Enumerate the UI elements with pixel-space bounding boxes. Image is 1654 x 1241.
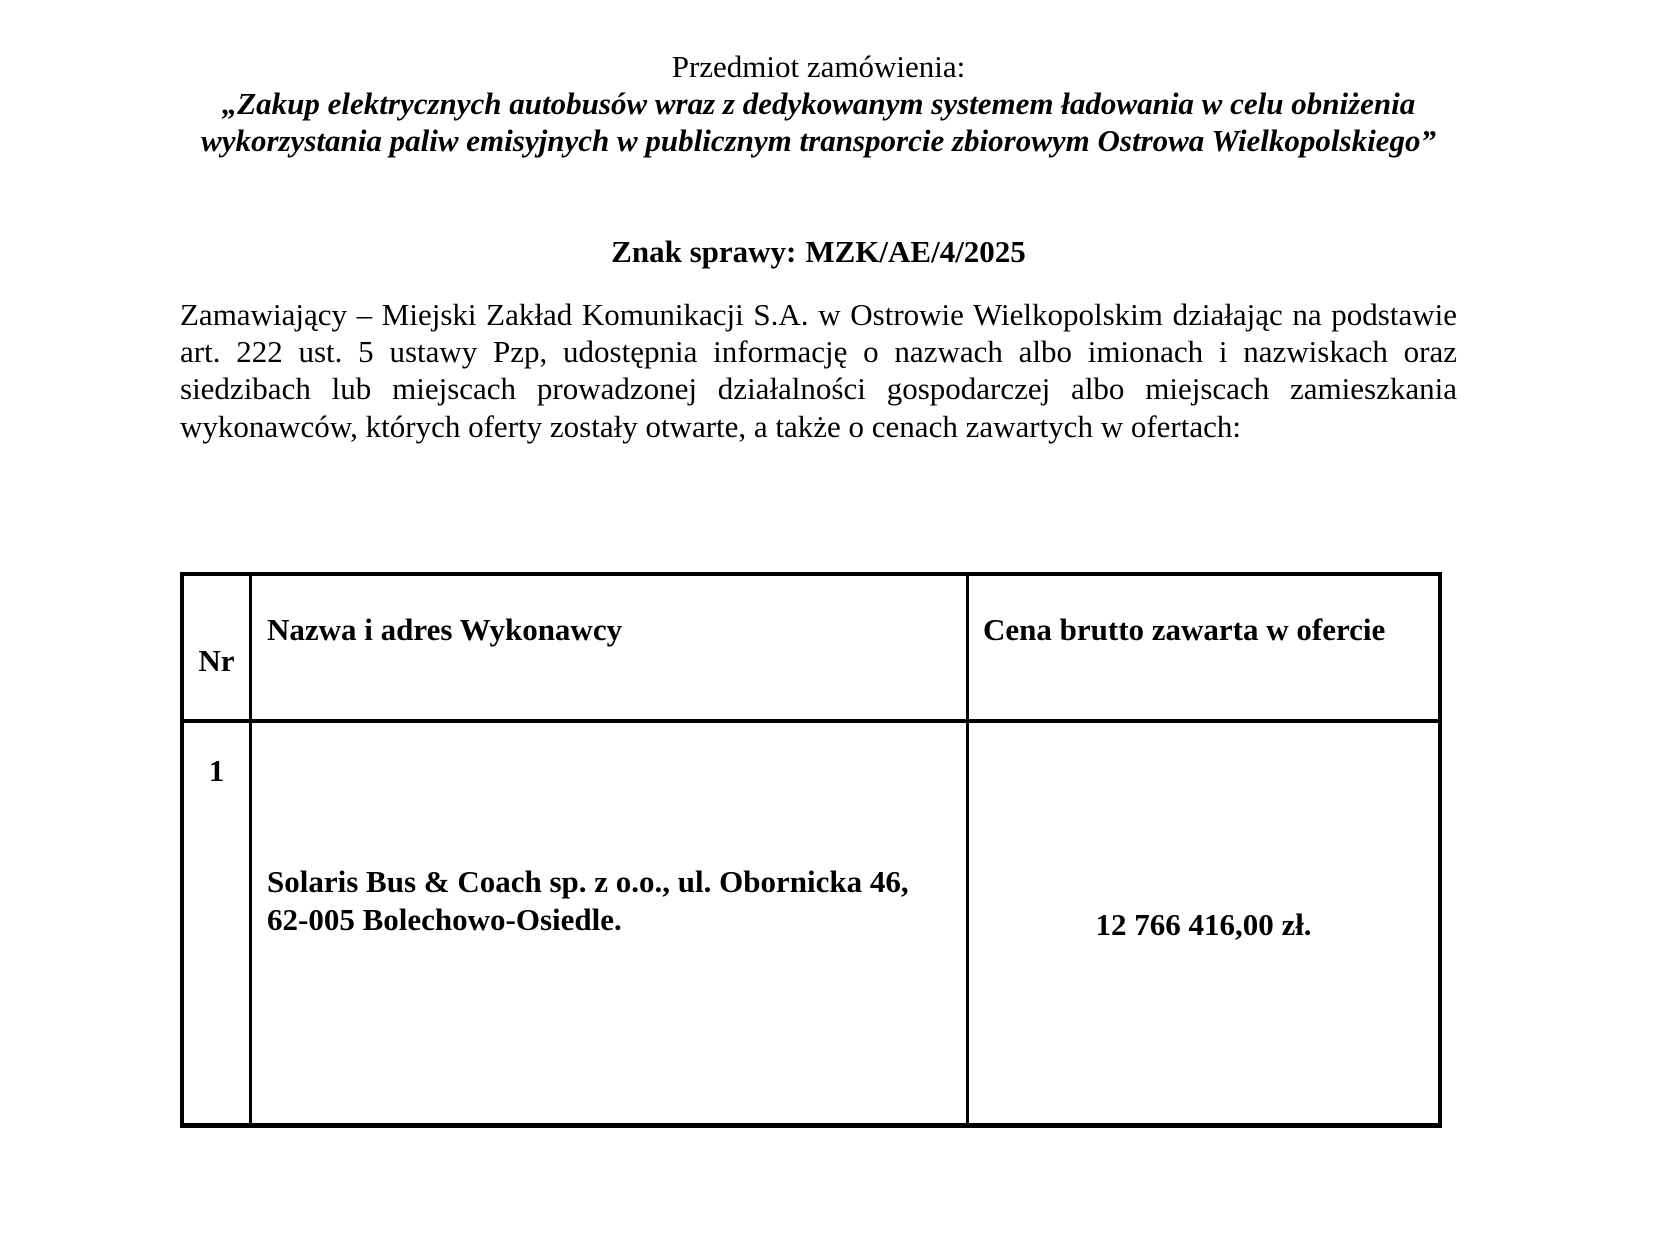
- subject-quote: „Zakup elektrycznych autobusów wraz z dedykowanym systemem ładowania w celu obniżenia wykorzystania paliw emisyjnych w publicznym transporcie zbiorowym Ostrowa Wielkopolskiego”: [201, 86, 1436, 158]
- row-number: 1: [208, 753, 225, 788]
- table-row-number-cell: [184, 723, 252, 1123]
- case-number-line: [180, 233, 1457, 270]
- table-header-nr-label: Nr: [198, 643, 235, 678]
- table-header-nr: [184, 576, 252, 723]
- offer-price: 12 766 416,00 zł.: [1095, 907, 1312, 942]
- table-header-contractor: [252, 576, 969, 723]
- offers-table: [180, 572, 1442, 1128]
- intro-paragraph: Zamawiający – Miejski Zakład Komunikacji S.A. w Ostrowie Wielkopolskim działając na podstawie art. 222 ust. 5 ustawy Pzp, udostępnia informację o nazwach albo imionach i nazwiskach oraz siedzibach lub miejscach prowadzonej działalności gospodarczej albo miejscach zamieszkania wykonawców, których oferty zostały otwarte, a także o cenach zawartych w ofertach:: [180, 297, 1457, 444]
- table-row-price-cell: [969, 723, 1438, 1123]
- table-header-price: [969, 576, 1438, 723]
- case-number-value: MZK/AE/4/2025: [805, 234, 1026, 269]
- table-row-contractor-cell: [252, 723, 969, 1123]
- contractor-name-address: Solaris Bus & Coach sp. z o.o., ul. Obornicka 46, 62-005 Bolechowo-Osiedle.: [267, 864, 909, 937]
- table-header-contractor-label: Nazwa i adres Wykonawcy: [267, 612, 623, 647]
- page-title: Przedmiot zamówienia:: [671, 49, 966, 84]
- table-header-price-label: Cena brutto zawarta w ofercie: [983, 612, 1386, 647]
- case-number-label: Znak sprawy:: [611, 234, 797, 269]
